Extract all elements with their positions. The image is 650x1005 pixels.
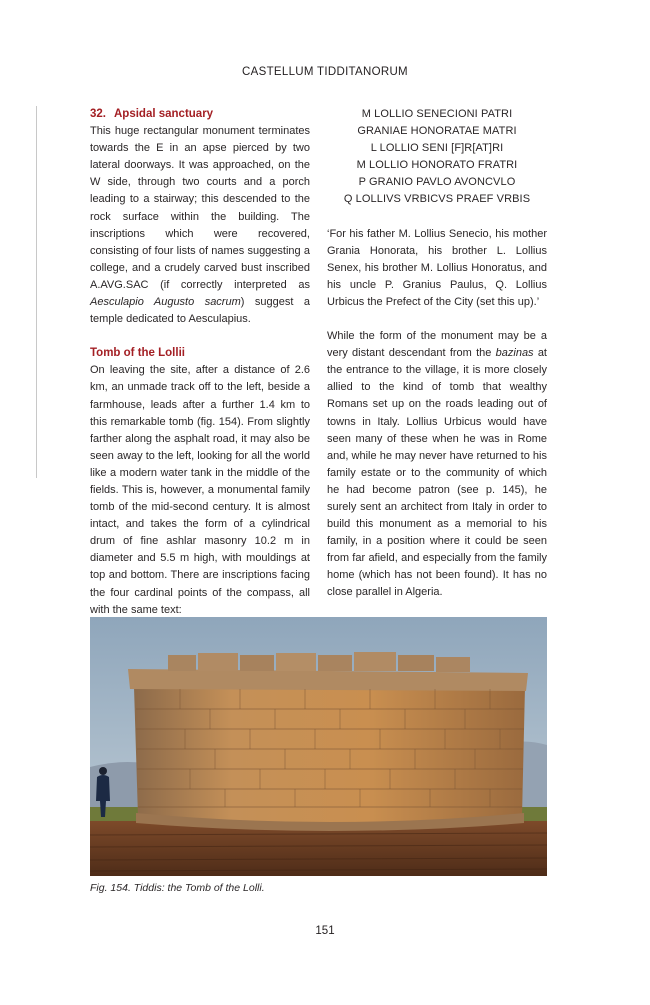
paragraph-italic-text: bazinas xyxy=(495,347,534,360)
discussion-paragraph xyxy=(327,328,547,602)
paragraph-italic-text: Aesculapio Augusto sacrum xyxy=(90,296,241,309)
running-head: CASTELLUM TIDDITANORUM xyxy=(242,66,408,78)
translation-paragraph: ‘For his father M. Lollius Senecio, his mother Grania Honorata, his brother L. Lollius Senex, his brother M. Lollius Honoratus, and his uncle P. Granius Paulus, Q. Lollius Urbicus the Prefect of the City (set this up).’ xyxy=(327,227,547,308)
section-number: 32. xyxy=(90,108,106,120)
tomb-paragraph: On leaving the site, after a distance of 2.6 km, an unmade track off to the left, beside a farmhouse, leads after a further 1.4 km to this remarkable tomb (fig. 154). From slightly farther along the asphalt road, it may also be seen away to the left, looking for all the world like a modern water tank in the middle of the fields. This is, however, a monumental family tomb of the mid-second century. It is almost intact, and takes the form of a cylindrical drum of fine ashlar masonry 10.2 m in diameter and 5.5 m high, with mouldings at top and bottom. There are inscriptions facing the four cardinal points of the compass, all with the same text: xyxy=(90,364,310,616)
inscription-line: L LOLLIO SENI [F]R[AT]RI xyxy=(370,142,504,155)
inscription-line: P GRANIO PAVLO AVONCVLO xyxy=(358,176,516,189)
paragraph-text: at the entrance to the village, it is more closely allied to the kind of tomb that wealthy Romans set up on the roads leading out of towns in Italy. Lollius Urbicus would have seen many of these when he was in Rome and, while he may never have returned to his family estate or to the community of which he had become patron (see p. 145), he surely sent an architect from Italy in order to build this monument as a memorial to his family, in a position where it could be seen from far afield, and especially from the family home (which has not been found). It has no close parallel in Algeria. xyxy=(327,347,547,599)
inscription-block xyxy=(327,106,547,209)
right-column xyxy=(327,106,547,602)
figure-tomb-photo xyxy=(90,617,547,876)
page-number: 151 xyxy=(315,925,335,937)
figure-caption: Fig. 154. Tiddis: the Tomb of the Lolli. xyxy=(90,882,265,894)
paragraph-text: This huge rectangular monument terminates towards the E in an apse pierced by two lateral doorways. It was approached, on the W side, through two courts and a porch leading to a stairway; this descended to the rock surface within the building. The inscriptions which were recovered, consisting of four lists of names suggesting a college, and a crudely carved bust inscribed A.AVG.SAC (if correctly interpreted as xyxy=(90,125,310,291)
inscription-line: Q LOLLIVS VRBICVS PRAEF VRBIS xyxy=(343,193,531,206)
paragraph-text: While the form of the monument may be a very distant descendant from the xyxy=(327,330,547,360)
tomb-photo-illustration xyxy=(90,617,547,876)
paragraph-text: ) suggest a temple dedicated to Aesculapius. xyxy=(90,296,310,326)
inscription-line: GRANIAE HONORATAE MATRI xyxy=(357,125,517,138)
margin-rule xyxy=(36,106,37,478)
section-title: Apsidal sanctuary xyxy=(114,108,214,120)
section-heading-apsidal-sanctuary xyxy=(90,106,310,123)
inscription-line: M LOLLIO SENECIONI PATRI xyxy=(361,108,513,120)
inscription-line: M LOLLIO HONORATO FRATRI xyxy=(356,159,518,172)
apsidal-sanctuary-paragraph xyxy=(90,123,310,328)
section-heading-tomb-of-the-lollii: Tomb of the Lollii xyxy=(90,347,185,360)
left-column xyxy=(90,106,310,619)
